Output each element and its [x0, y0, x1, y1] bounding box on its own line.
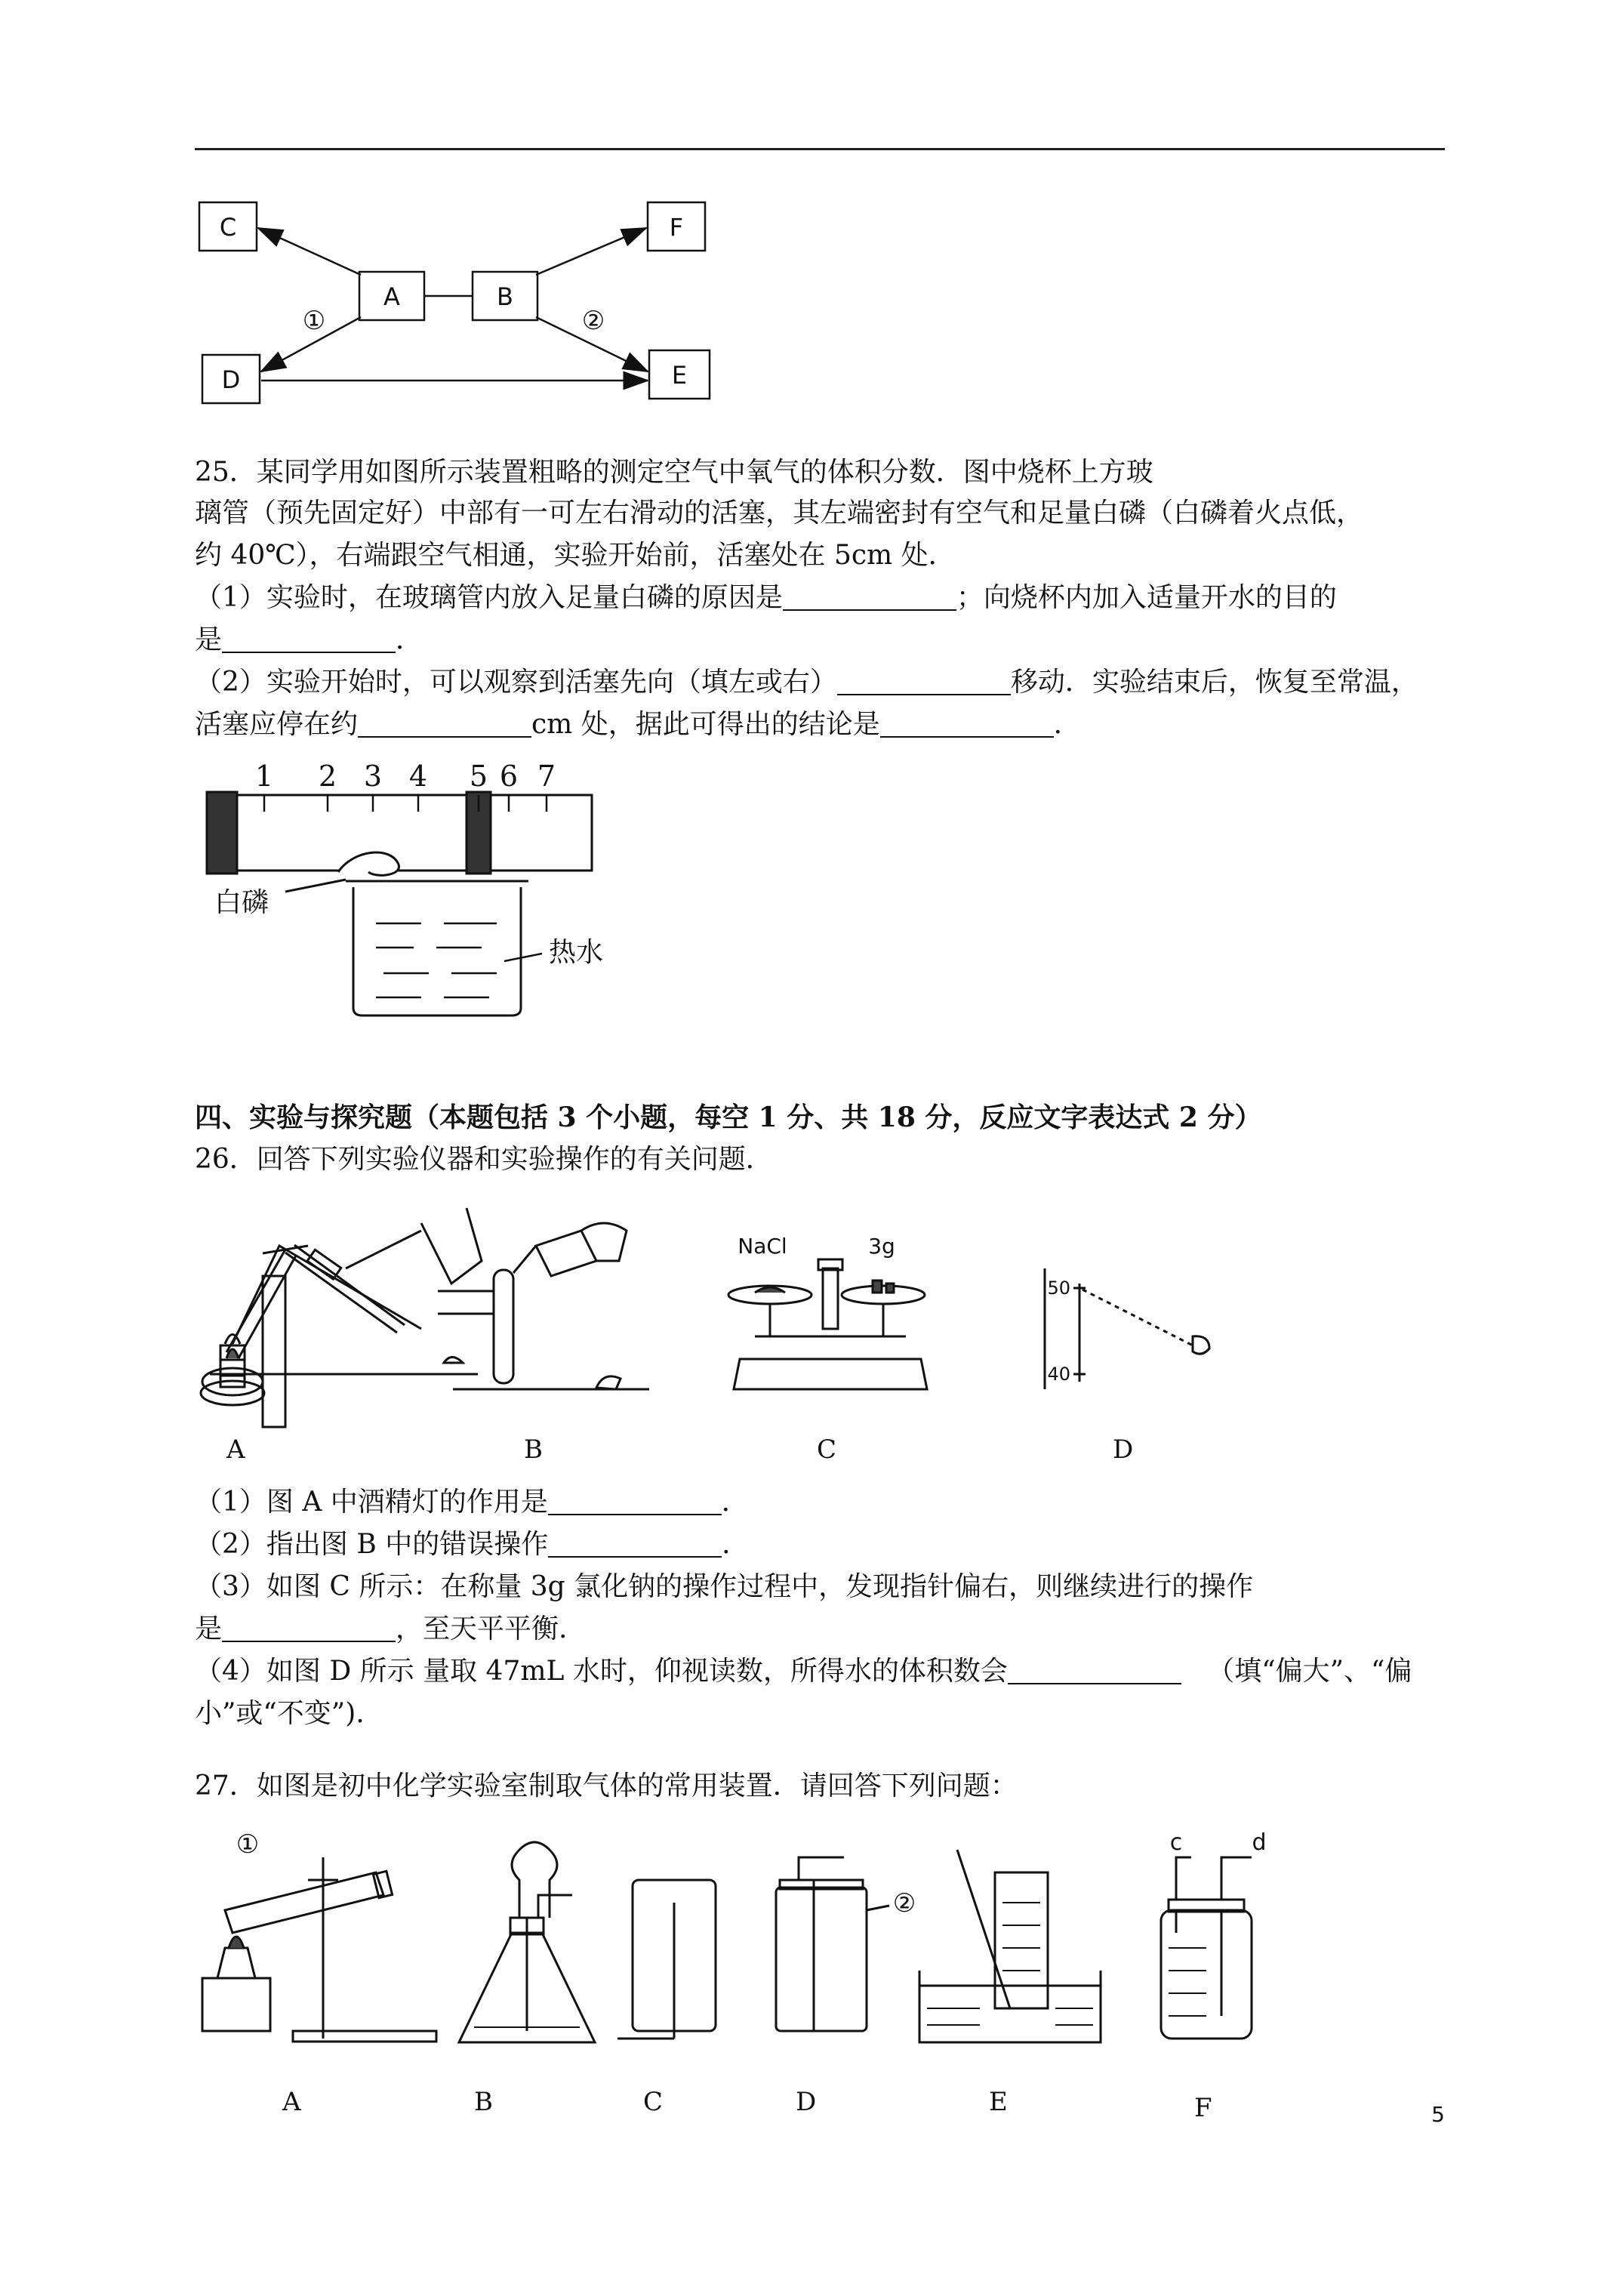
- q27-fig-label-c: C: [643, 2087, 664, 2117]
- tick-7: 7: [537, 760, 556, 793]
- header-rule: [195, 148, 1445, 150]
- q26-fig-label-a: A: [226, 1435, 245, 1465]
- node-f-label: F: [669, 213, 684, 242]
- tick-2: 2: [318, 760, 337, 793]
- apparatus-f-port-c: c: [1169, 1829, 1183, 1856]
- white-phosphorus-lump: [338, 852, 399, 875]
- q26-part2-period: ．: [722, 1529, 750, 1560]
- node-e-label: E: [671, 361, 688, 390]
- q25-part2-text-c: 活塞应停在约: [195, 709, 359, 740]
- q26-part4-cont: 小”或“不变”).: [195, 1698, 365, 1729]
- q26-blank-4[interactable]: [1008, 1656, 1181, 1684]
- q25-line-2: 璃管（预先固定好）中部有一可左右滑动的活塞，其左端密封有空气和足量白磷（白磷着火点低，: [195, 498, 1364, 529]
- tick-5: 5: [469, 760, 488, 793]
- apparatus-d: [776, 1857, 889, 2031]
- q26-blank-2[interactable]: [548, 1529, 722, 1558]
- node-d-label: D: [221, 365, 241, 394]
- q26-fig-label-b: B: [524, 1435, 543, 1465]
- q25-period: ．: [396, 624, 423, 655]
- node-a-label: A: [383, 282, 400, 311]
- fig-d-mark-40: 40: [1047, 1364, 1070, 1385]
- q26-part1-text: （1）图 A 中酒精灯的作用是: [195, 1487, 548, 1518]
- apparatus-c: [617, 1880, 716, 2039]
- q26-title: 26．回答下列实验仪器和实验操作的有关问题．: [195, 1144, 773, 1175]
- q26-part1: [195, 1481, 749, 1524]
- q27-apparatus-figures: [195, 1827, 1433, 2084]
- fig-c-weight-label: 3g: [868, 1234, 895, 1259]
- apparatus-b: [459, 1842, 595, 2042]
- q26-blank-3[interactable]: [222, 1613, 396, 1642]
- q25-period-2: ．: [1053, 709, 1081, 740]
- q26-fig-b: [423, 1200, 649, 1404]
- q25-line-1: 25．某同学用如图所示装置粗略的测定空气中氧气的体积分数．图中烧杯上方玻: [195, 457, 1153, 488]
- q25-blank-2[interactable]: [222, 624, 396, 653]
- q25-line-6: [195, 661, 1418, 704]
- q26-part1-period: ．: [721, 1487, 749, 1518]
- page-number: 5: [1431, 2102, 1445, 2127]
- q26-fig-label-d: D: [1113, 1435, 1134, 1465]
- q27-fig-label-a: A: [282, 2087, 301, 2117]
- q26-part3-text-c: ，至天平平衡.: [396, 1613, 568, 1644]
- fig-d-mark-50: 50: [1047, 1277, 1070, 1299]
- q26-part3: （3）如图 C 所示：在称量 3g 氯化钠的操作过程中，发现指针偏右，则继续进行的操作: [195, 1571, 1254, 1602]
- tick-3: 3: [363, 760, 383, 793]
- apparatus-mark-1: ①: [236, 1829, 260, 1860]
- tick-6: 6: [499, 760, 519, 793]
- tick-4: 4: [408, 760, 428, 793]
- q26-blank-1[interactable]: [548, 1487, 722, 1515]
- q25-blank-3[interactable]: [837, 667, 1011, 695]
- node-b-label: B: [497, 282, 513, 311]
- q25-line-3: 约 40℃），右端跟空气相通，实验开始前，活塞处在 5cm 处．: [195, 540, 956, 571]
- q26-part3-text-b: 是: [195, 1613, 223, 1644]
- label-hot-water: 热水: [548, 937, 604, 968]
- q25-blank-1[interactable]: [783, 582, 956, 611]
- q25-blank-4[interactable]: [358, 709, 531, 738]
- beaker: [353, 887, 521, 1015]
- q25-apparatus-figure: [195, 759, 617, 1019]
- q26-part2-text: （2）指出图 B 中的错误操作: [195, 1529, 549, 1560]
- q25-part1-text: （1）实验时，在玻璃管内放入足量白磷的原因是: [195, 582, 783, 613]
- q26-part2: [195, 1524, 749, 1566]
- flow-diagram: [195, 196, 738, 415]
- q27-fig-label-e: E: [989, 2087, 1008, 2117]
- q25-part1-text-b: ；向烧杯内加入适量开水的目的: [956, 582, 1337, 613]
- apparatus-mark-2: ②: [892, 1888, 916, 1918]
- node-c-label: C: [219, 213, 237, 242]
- tick-1: 1: [254, 760, 274, 793]
- q26-fig-label-c: C: [817, 1435, 837, 1465]
- q27-fig-label-d: D: [796, 2087, 817, 2117]
- q25-blank-5[interactable]: [880, 709, 1054, 738]
- q27-fig-label-f: F: [1194, 2093, 1212, 2123]
- q27-title: 27．如图是初中化学实验室制取气体的常用装置．请回答下列问题：: [195, 1771, 1018, 1801]
- q25-line-7: [195, 704, 1081, 746]
- q27-fig-label-b: B: [474, 2087, 493, 2117]
- q26-fig-c: [725, 1223, 944, 1404]
- q25-part1-text-c: 是: [195, 624, 223, 655]
- q26-part4: [195, 1650, 1412, 1693]
- section-4-heading: 四、实验与探究题（本题包括 3 个小题，每空 1 分、共 18 分，反应文字表达式 2 分）: [195, 1102, 1262, 1133]
- edge-a-c: [258, 228, 361, 275]
- edge-b-f: [536, 228, 646, 275]
- arrow-label-1: ①: [302, 306, 326, 336]
- fig-c-nacl-label: NaCl: [738, 1234, 787, 1259]
- q25-line-4: [195, 577, 1337, 619]
- q25-line-5: [195, 619, 423, 661]
- left-stopper: [207, 792, 237, 874]
- apparatus-f-port-d: d: [1252, 1829, 1267, 1856]
- apparatus-e: [919, 1850, 1101, 2042]
- q26-part4-text: （4）如图 D 所示 量取 47mL 水时，仰视读数，所得水的体积数会: [195, 1656, 1008, 1687]
- q26-fig-a: [195, 1204, 421, 1431]
- q26-fig-d: [1034, 1261, 1246, 1397]
- q26-part4-text-b: （填“偏大”、“偏: [1207, 1656, 1412, 1687]
- label-phosphorus: 白磷: [214, 887, 269, 918]
- apparatus-a: [202, 1857, 436, 2042]
- q25-part2-text-d: cm 处，据此可得出的结论是: [531, 709, 880, 740]
- q25-part2-text: （2）实验开始时，可以观察到活塞先向（填左或右）: [195, 667, 837, 698]
- q26-part3-cont: [195, 1608, 567, 1650]
- arrow-label-2: ②: [581, 306, 605, 336]
- q25-part2-text-b: 移动．实验结束后，恢复至常温，: [1010, 667, 1418, 698]
